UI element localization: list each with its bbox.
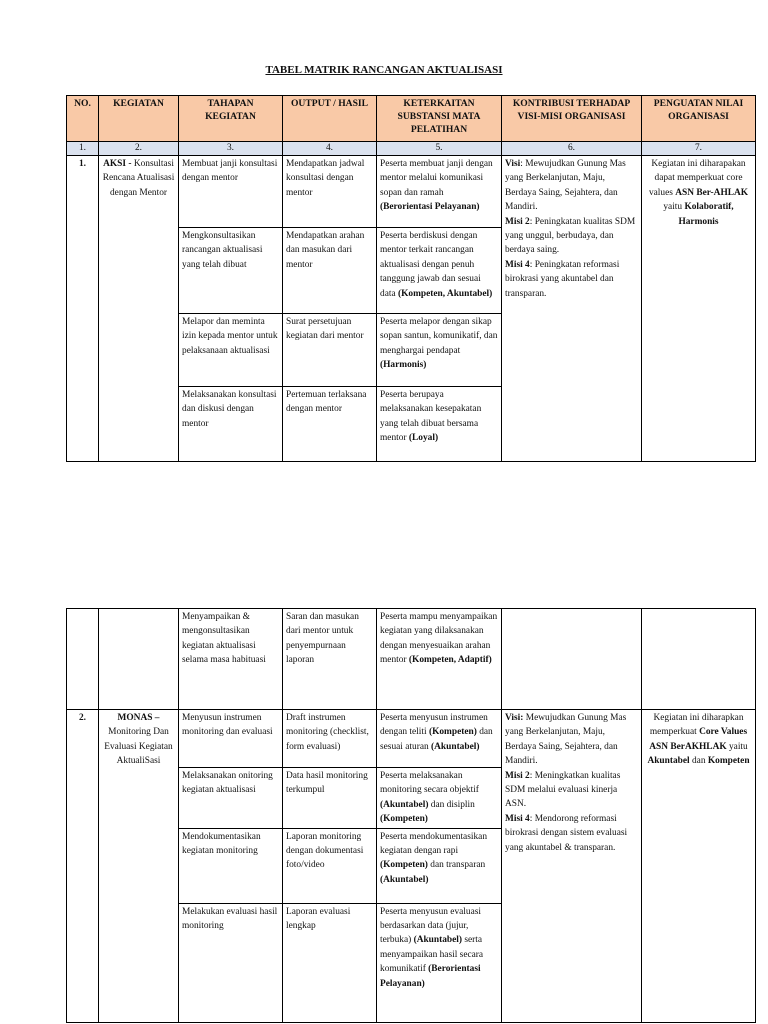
misi2-label: Misi 2 [505, 216, 530, 227]
substance-value: (Kompeten) [380, 860, 428, 871]
substance-text: Peserta berdiskusi dengan mentor terkait rancangan aktualisasi dengan penuh tanggung jawab dan sesuai data [380, 231, 481, 299]
values-cell [642, 609, 756, 710]
row-number: 2. [67, 710, 99, 1023]
values-text: yaitu [663, 202, 683, 213]
col-number: 4. [283, 142, 377, 156]
output-cell: Mendapatkan jadwal konsultasi dengan mentor [283, 156, 377, 228]
substance-cell [377, 228, 502, 314]
substance-text: Peserta menyusun instrumen dengan teliti [380, 713, 488, 738]
col-number: 2. [99, 142, 179, 156]
substance-text: Peserta menyusun evaluasi berdasarkan data (jujur, terbuka) [380, 906, 482, 946]
substance-text: Peserta melapor dengan sikap sopan santun, komunikatif, dan menghargai pendapat [380, 317, 498, 356]
substance-value: (Akuntabel) [380, 799, 429, 810]
column-number-row [67, 142, 756, 156]
table-row [67, 710, 756, 768]
substance-cell [377, 156, 502, 228]
substance-cell [377, 314, 502, 387]
step-cell: Mengkonsultasikan rancangan aktualisasi yang telah dibuat [179, 228, 283, 314]
activity-cell [99, 156, 179, 462]
visi-label: Visi: [505, 713, 524, 723]
substance-text: dan disiplin [430, 799, 475, 810]
header-output: OUTPUT / HASIL [283, 96, 377, 142]
header-no: NO. [67, 96, 99, 142]
misi2-text: : Meningkatkan kualitas SDM melalui evaluasi kinerja ASN. [505, 770, 621, 810]
substance-value: (Kompeten) [380, 814, 428, 825]
activity-cell [99, 609, 179, 710]
substance-cell [377, 768, 502, 829]
step-cell: Melapor dan meminta izin kepada mentor untuk pelaksanaan aktualisasi [179, 314, 283, 387]
step-cell: Mendokumentasikan kegiatan monitoring [179, 828, 283, 903]
misi4-text: : Mendorong reformasi birokrasi dengan sistem evaluasi yang akuntabel & transparan. [505, 813, 628, 853]
activity-name: MONAS – [117, 713, 160, 723]
output-cell: Pertemuan terlaksana dengan mentor [283, 387, 377, 462]
output-cell: Saran dan masukan dari mentor untuk penyempurnaan laporan [283, 609, 377, 710]
misi2-text: : Peningkatan kualitas SDM yang unggul, berbudaya, dan berdaya saing. [505, 216, 636, 256]
values-text: yaitu [728, 741, 748, 752]
substance-cell [377, 387, 502, 462]
step-cell: Menyusun instrumen monitoring dan evaluasi [179, 710, 283, 768]
substance-text: Peserta melaksanakan monitoring secara objektif [380, 771, 479, 796]
substance-cell [377, 903, 502, 1022]
output-cell: Mendapatkan arahan dan masukan dari mentor [283, 228, 377, 314]
col-number: 7. [642, 142, 756, 156]
visi-label: Visi [505, 159, 521, 169]
vision-mission-cell [502, 609, 642, 710]
substance-value: (Berorientasi Pelayanan) [380, 202, 480, 213]
misi4-label: Misi 4 [505, 259, 530, 270]
misi2-label: Misi 2 [505, 770, 530, 781]
activity-desc: Monitoring Dan Evaluasi Kegiatan AktualiSasi [104, 727, 173, 767]
substance-text: Peserta berupaya melaksanakan kesepakatan yang telah dibuat bersama mentor [380, 390, 482, 444]
misi4-label: Misi 4 [505, 813, 530, 824]
substance-value: (Akuntabel) [413, 935, 463, 946]
step-cell: Melaksanakan onitoring kegiatan aktualisasi [179, 768, 283, 829]
substance-cell [377, 710, 502, 768]
matrix-table-part-2 [66, 608, 756, 1023]
substance-cell [377, 609, 502, 710]
activity-desc: Konsultasi Rencana Atualisasi dengan Mentor [102, 159, 175, 198]
values-text: dan [691, 756, 706, 767]
table-row [67, 609, 756, 710]
table-row [67, 156, 756, 228]
substance-text: dan sesuai aturan [380, 727, 493, 752]
misi4-text: : Peningkatan reformasi birokrasi yang akuntabel dan transparan. [505, 259, 620, 299]
substance-text: dan transparan [430, 860, 486, 871]
row-number: 1. [67, 156, 99, 462]
header-penguatan: PENGUATAN NILAI ORGANISASI [642, 96, 756, 142]
vision-mission-cell [502, 156, 642, 462]
activity-cell [99, 710, 179, 1023]
values-bold: Kompeten [707, 756, 750, 767]
substance-text: Peserta mendokumentasikan kegiatan dengan rapi [380, 831, 488, 857]
col-number: 5. [377, 142, 502, 156]
substance-value: (Berorientasi Pelayanan) [380, 964, 481, 989]
header-keterkaitan: KETERKAITAN SUBSTANSI MATA PELATIHAN [377, 96, 502, 142]
values-bold: Core Values ASN BerAKHLAK [649, 727, 748, 752]
vision-mission-cell [502, 710, 642, 1023]
substance-cell [377, 828, 502, 903]
col-number: 1. [67, 142, 99, 156]
values-text: Kegiatan ini diharapkan memperkuat [649, 713, 744, 738]
substance-value: (Kompeten, Akuntabel) [397, 288, 493, 299]
output-cell: Data hasil monitoring terkumpul [283, 768, 377, 829]
output-cell: Laporan monitoring dengan dokumentasi foto/video [283, 828, 377, 903]
output-cell: Laporan evaluasi lengkap [283, 903, 377, 1022]
substance-text: Peserta membuat janji dengan mentor melalui komunikasi sopan dan ramah [380, 159, 493, 198]
values-bold: Akuntabel [647, 756, 690, 767]
step-cell: Membuat janji konsultasi dengan mentor [179, 156, 283, 228]
col-number: 6. [502, 142, 642, 156]
col-number: 3. [179, 142, 283, 156]
values-cell [642, 156, 756, 462]
activity-name: AKSI - [103, 159, 132, 169]
substance-value: (Akuntabel) [380, 874, 429, 885]
output-cell: Surat persetujuan kegiatan dari mentor [283, 314, 377, 387]
values-bold: ASN Ber-AHLAK [675, 187, 749, 198]
matrix-table-part-1 [66, 95, 756, 462]
values-bold: Kolaboratif, Harmonis [678, 202, 734, 227]
visi-text: Mewujudkan Gunung Mas yang Berkelanjutan, Maju, Berdaya Saing, Sejahtera, dan Mandiri. [505, 713, 627, 767]
header-kontribusi: KONTRIBUSI TERHADAP VISI-MISI ORGANISASI [502, 96, 642, 142]
values-text: Kegiatan ini diharapakan dapat memperkuat core values [648, 159, 746, 198]
substance-text: Peserta mampu menyampaikan kegiatan yang dilaksanakan dengan menyesuaikan arahan mentor [380, 612, 498, 666]
step-cell: Melaksanakan konsultasi dan diskusi dengan mentor [179, 387, 283, 462]
visi-text: : Mewujudkan Gunung Mas yang Berkelanjutan, Maju, Berdaya Saing, Sejahtera, dan Mandiri. [505, 159, 626, 213]
header-tahapan: TAHAPAN KEGIATAN [179, 96, 283, 142]
substance-value: (Harmonis) [380, 360, 427, 371]
substance-value: (Loyal) [408, 433, 439, 444]
values-cell [642, 710, 756, 1023]
substance-text: serta menyampaikan hasil secara komunikatif [380, 935, 484, 975]
page-title: TABEL MATRIK RANCANGAN AKTUALISASI [265, 64, 503, 76]
header-row [67, 96, 756, 142]
substance-value: (Kompeten) [428, 727, 477, 738]
step-cell: Menyampaikan & mengonsultasikan kegiatan aktualisasi selama masa habituasi [179, 609, 283, 710]
output-cell: Draft instrumen monitoring (checklist, form evaluasi) [283, 710, 377, 768]
row-number [67, 609, 99, 710]
header-kegiatan: KEGIATAN [99, 96, 179, 142]
step-cell: Melakukan evaluasi hasil monitoring [179, 903, 283, 1022]
substance-value: (Kompeten, Adaptif) [408, 655, 492, 666]
substance-value: (Akuntabel) [431, 741, 480, 752]
